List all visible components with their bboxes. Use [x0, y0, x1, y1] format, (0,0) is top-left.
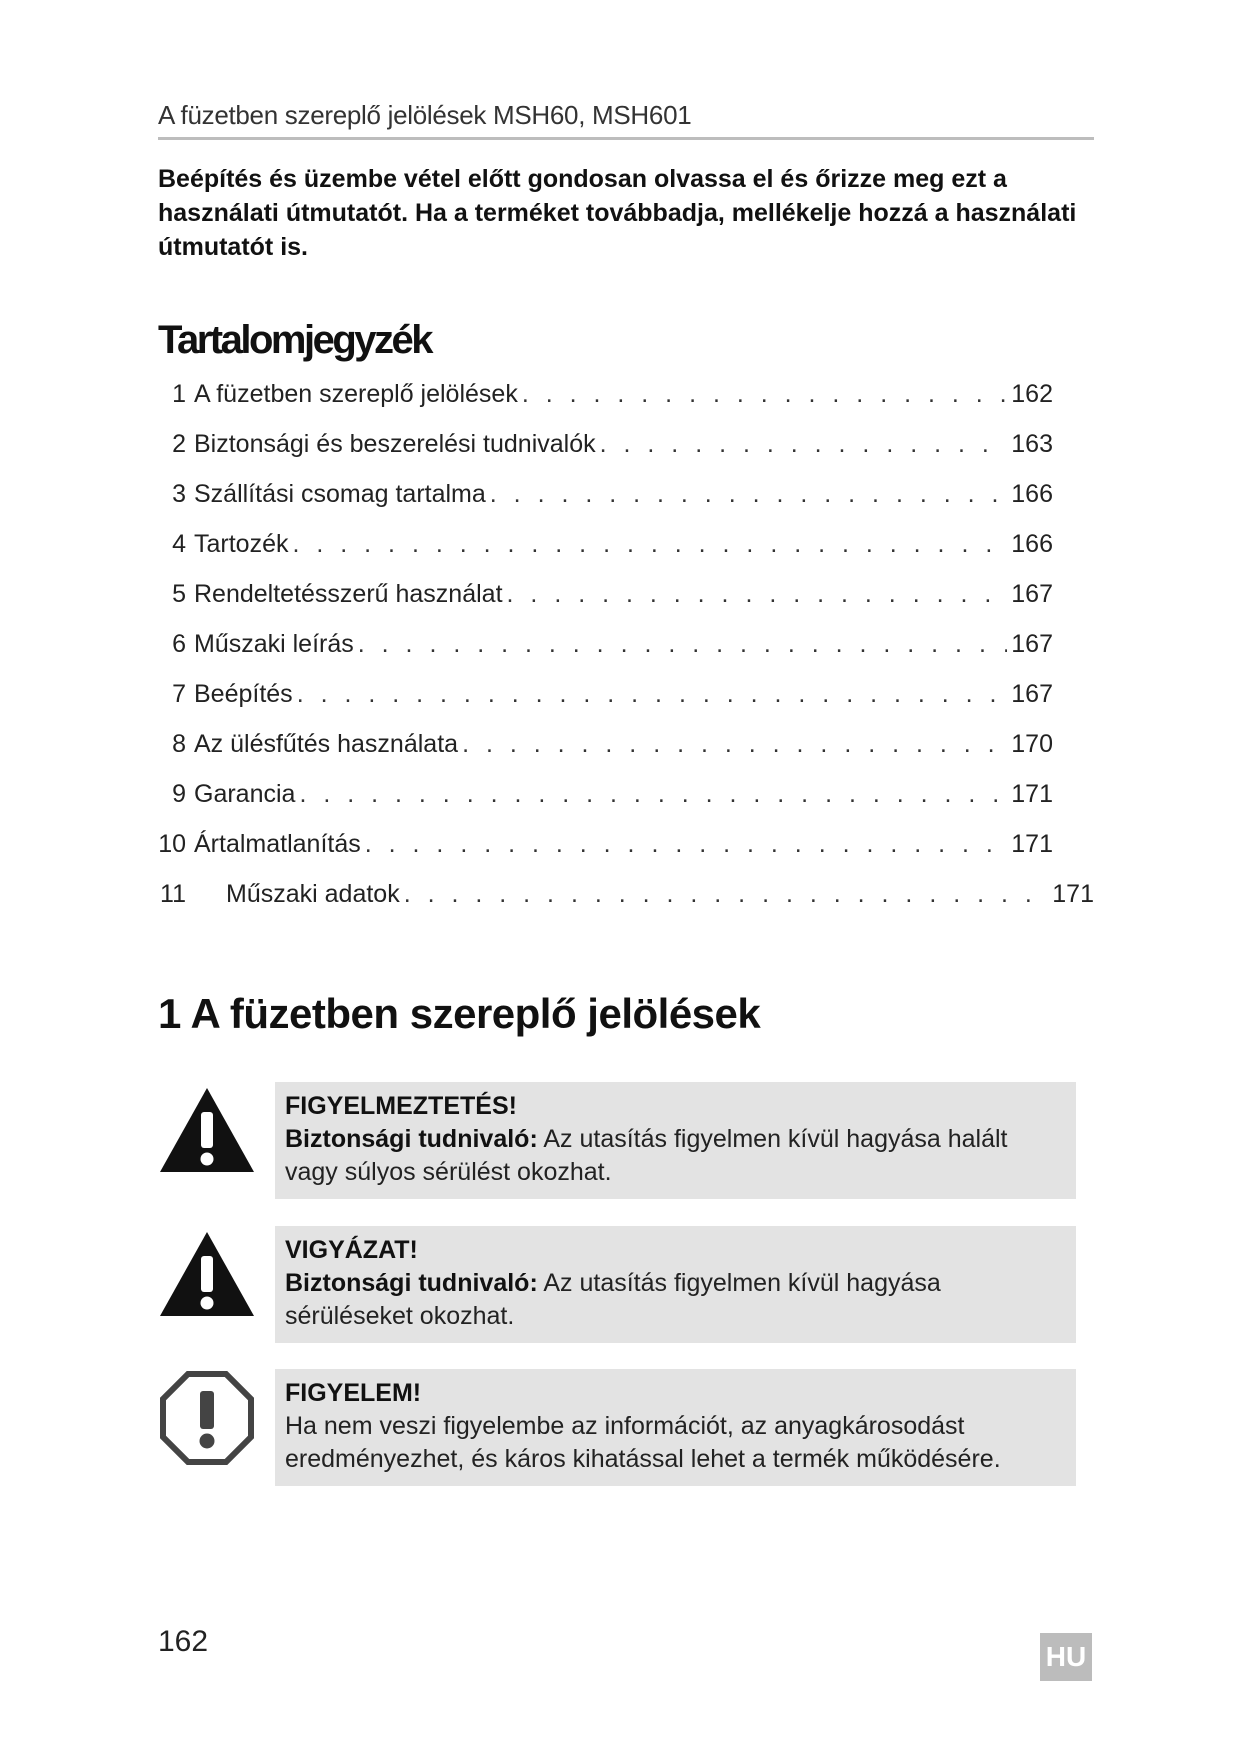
toc-item-page: 167	[1011, 630, 1053, 658]
intro-text: Beépítés és üzembe vétel előtt gondosan olvassa el és őrizze meg ezt a használati útmutatót. Ha a terméket továbbadja, mellékelje hozzá a használati útmutatót is.	[158, 165, 1077, 261]
toc-item-number: 3	[172, 480, 186, 508]
toc-item[interactable]	[158, 380, 1053, 420]
toc-item[interactable]	[158, 830, 1053, 870]
toc-leader-dots	[462, 730, 1007, 759]
toc-item-page: 171	[1052, 880, 1094, 908]
notice-attention	[158, 1369, 1094, 1487]
toc-item-page: 170	[1011, 730, 1053, 758]
notice-title: FIGYELMEZTETÉS!	[285, 1092, 517, 1120]
toc-item-page: 163	[1011, 430, 1053, 458]
toc-item-number: 8	[172, 730, 186, 758]
toc-item-label: A füzetben szereplő jelölések	[194, 380, 518, 408]
toc-item-page: 171	[1011, 830, 1053, 858]
notice-title: FIGYELEM!	[285, 1379, 422, 1407]
notice-text: Ha nem veszi figyelembe az információt, az anyagkárosodást eredményezhet, és káros kihatással lehet a termék működésére.	[285, 1412, 1001, 1473]
notice-label: Biztonsági tudnivaló:	[285, 1125, 538, 1153]
section-title: 1 A füzetben szereplő jelölések	[158, 990, 761, 1037]
notice-body	[285, 1123, 1066, 1189]
toc-item[interactable]	[158, 680, 1053, 720]
toc-item[interactable]	[158, 880, 1094, 920]
toc-item-number: 5	[172, 580, 186, 608]
toc-leader-dots	[365, 830, 1008, 859]
notice-box	[275, 1082, 1076, 1199]
notice-text: Az utasítás figyelmen kívül hagyása halált vagy súlyos sérülést okozhat.	[285, 1125, 1008, 1186]
toc-title: Tartalomjegyzék	[158, 318, 431, 362]
toc-item[interactable]	[158, 430, 1053, 470]
toc-item[interactable]	[158, 730, 1053, 770]
toc-item-label: Rendeltetésszerű használat	[194, 580, 503, 608]
toc-item-page: 166	[1011, 480, 1053, 508]
notice-octagon-icon	[158, 1369, 256, 1467]
toc-leader-dots	[507, 580, 1008, 609]
notice-body	[285, 1267, 1066, 1333]
toc-item-number: 11	[160, 880, 186, 908]
toc-leader-dots	[404, 880, 1049, 909]
toc-item-number: 9	[172, 780, 186, 808]
toc-item-page: 167	[1011, 580, 1053, 608]
notice-title: VIGYÁZAT!	[285, 1236, 418, 1264]
toc-item-page: 162	[1011, 380, 1053, 408]
toc-leader-dots	[490, 480, 1008, 509]
toc-item-number: 6	[172, 630, 186, 658]
toc-leader-dots	[292, 530, 1007, 559]
toc-item-label: Tartozék	[194, 530, 289, 558]
toc-item-label: Ártalmatlanítás	[194, 830, 361, 858]
notice-label: Biztonsági tudnivaló:	[285, 1269, 538, 1297]
toc-leader-dots	[358, 630, 1008, 659]
toc-item[interactable]	[158, 780, 1053, 820]
toc-item-label: Garancia	[194, 780, 296, 808]
language-badge: HU	[1040, 1633, 1092, 1681]
notice-caution	[158, 1226, 1094, 1344]
toc-item[interactable]	[158, 480, 1053, 520]
toc-item-number: 4	[172, 530, 186, 558]
toc-item[interactable]	[158, 580, 1053, 620]
notice-text: Az utasítás figyelmen kívül hagyása sérüléseket okozhat.	[285, 1269, 941, 1330]
toc-item-label: Beépítés	[194, 680, 293, 708]
page-number: 162	[158, 1625, 209, 1658]
toc-leader-dots	[600, 430, 1008, 459]
notice-warning	[158, 1082, 1094, 1200]
toc-item-number: 2	[172, 430, 186, 458]
toc-item-page: 166	[1011, 530, 1053, 558]
warning-triangle-icon	[158, 1226, 256, 1324]
toc-item-label: Az ülésfűtés használata	[194, 730, 459, 758]
toc-leader-dots	[522, 380, 1007, 409]
toc-leader-dots	[299, 780, 1007, 809]
toc-item-number: 7	[172, 680, 186, 708]
toc-item-label: Szállítási csomag tartalma	[194, 480, 486, 508]
warning-triangle-icon	[158, 1082, 256, 1180]
toc-leader-dots	[297, 680, 1008, 709]
notice-box	[275, 1369, 1076, 1486]
toc-item-label: Műszaki adatok	[226, 880, 400, 908]
toc-item-number: 1	[172, 380, 186, 408]
toc-item-label: Műszaki leírás	[194, 630, 354, 658]
toc-item[interactable]	[158, 530, 1053, 570]
toc-item-number: 10	[158, 830, 186, 858]
toc-item[interactable]	[158, 630, 1053, 670]
toc-item-label: Biztonsági és beszerelési tudnivalók	[194, 430, 596, 458]
toc-item-page: 167	[1011, 680, 1053, 708]
page-header: A füzetben szereplő jelölések MSH60, MSH601	[158, 100, 1094, 140]
notice-box	[275, 1226, 1076, 1343]
toc-item-page: 171	[1011, 780, 1053, 808]
